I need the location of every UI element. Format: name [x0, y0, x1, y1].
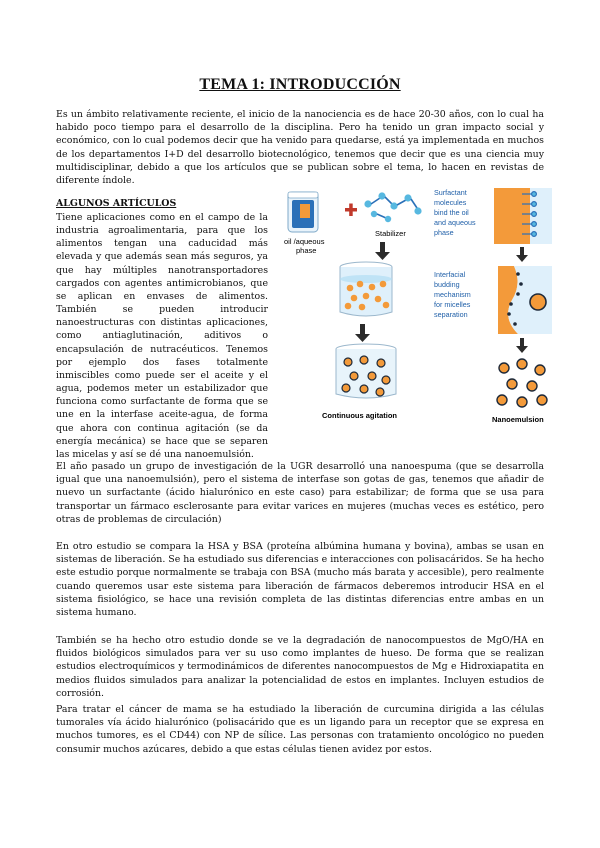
label-interfacial-2: budding [434, 280, 460, 289]
down-arrow-icon [375, 242, 390, 260]
label-nanoemulsion: Nanoemulsion [492, 415, 544, 424]
label-phase: phase [296, 246, 317, 255]
label-agitation: Continuous agitation [322, 411, 397, 420]
label-interfacial-1: Interfacial [434, 270, 466, 279]
label-oil: oil /aqueous [284, 237, 325, 246]
beaker-micelles [336, 344, 396, 398]
budding-mechanism [498, 266, 552, 334]
oil-aqueous-tube [288, 192, 318, 232]
label-interfacial-5: separation [434, 310, 468, 319]
paragraph-hsa-bsa: En otro estudio se compara la HSA y BSA (proteína albúmina humana y bovina), ambas se usan en sistemas de liberación. Se ha estudiado sus diferencias e interacciones con polisacáridos. Se ha hecho este estudio porque normalmente se trabaja con BSA (mucho más barata y accesible), pero realmente cuando queremos usar este sistema para liberación de fármacos deberemos introducir HSA en el sistema fisiológico, se hace una revisión completa de las distintas diferencias entre ambas en un sistema humano. [56, 541, 544, 619]
articles-paragraph: Tiene aplicaciones como en el campo de la industria agroalimentaria, para que los alimentos tengan una caducidad más elevada y que además sean más seguros, ya que hay múltiples nanotransportadores cargados con agentes antimicrobianos, que se aplican en envases de alimentos. También se pueden introducir nanoestructuras con distintas aplicaciones, como antiaglutinación, aditivos o encapsulación de nutracéuticos. Tenemos por ejemplo dos fases totalmente inmiscibles como puede ser el aceite y el agua, podemos meter un estabilizador que funciona como surfactante de forma que se une en la interfase aceite-agua, de forma que ahora con continua agitación (se da energía mecánica) se hace que se separen las micelas y así se dé una nanoemulsión. [56, 212, 268, 460]
beaker-droplets [340, 262, 392, 316]
label-surfactant-3: bind the oil [434, 208, 469, 217]
plus-icon [345, 204, 357, 217]
intro-paragraph: Es un ámbito relativamente reciente, el inicio de la nanociencia es de hace 20-30 años, con lo cual ha habido poco tiempo para el desarrollo de la disciplina. Pero ha tenido un gran impacto social y económico, con lo cual podemos decir que ha venido para quedarse, está ya implementada en muchos de los departamentos I+D del desarrollo biotecnológico, tenemos que decir que es una ciencia muy multidisciplinar, debido a que los artículos que se publican sobre el tema, lo hacen en revistas de diferente índole. [56, 109, 544, 187]
paragraph-nanofoam: El año pasado un grupo de investigación de la UGR desarrolló una nanoespuma (que se desarrolla igual que una nanoemulsión), pero el sistema de interfase son gotas de gas, tenemos que añadir de nuevo un surfactante (ácido hialurónico en este caso) para estabilizar; de forma que se usa para transportar un fármaco esclerosante para evitar varices en mujeres (muchas veces es estético, pero otras de problemas de circulación) [56, 461, 544, 525]
label-interfacial-4: for micelles [434, 300, 471, 309]
paragraph-breast-cancer: Para tratar el cáncer de mama se ha estudiado la liberación de curcumina dirigida a las células tumorales vía ácido hialurónico (polisacárido que es un ligando para un receptor que se expresa en muchos tumores, es el CD44) con NP de sílice. Las personas con tratamiento oncológico no pueden consumir muchos azúcares, debido a que estas células tienen avidez por estos. [56, 704, 544, 755]
nanoemulsion-figure [282, 184, 554, 440]
down-arrow-icon [516, 338, 528, 353]
down-arrow-icon [516, 247, 528, 262]
nanoemulsion-micelles [497, 359, 547, 407]
label-stabilizer: Stabilizer [375, 229, 406, 238]
stabilizer-molecules [364, 192, 421, 222]
paragraph-mgo-ha: También se ha hecho otro estudio donde se ve la degradación de nanocompuestos de MgO/HA en fluidos biológicos simulados para ver su uso como implantes de hueso. De forma que se realizan estudios electroquímicos y termodinámicos de diferentes nanocompuestos de Mg e Hidroxiapatita en medios fluidos simulados para analizar la potencialidad de estos en implantes. Incluyen estudios de corrosión. [56, 635, 544, 699]
articles-heading: ALGUNOS ARTÍCULOS [56, 198, 177, 209]
label-surfactant-1: Surfactant [434, 188, 467, 197]
down-arrow-icon [355, 324, 370, 342]
label-surfactant-4: and aqueous [434, 218, 476, 227]
label-interfacial-3: mechanism [434, 290, 471, 299]
label-surfactant-5: phase [434, 228, 454, 237]
surfactant-interface [494, 188, 552, 244]
page-title: TEMA 1: INTRODUCCIÓN [199, 76, 401, 93]
label-surfactant-2: molecules [434, 198, 467, 207]
